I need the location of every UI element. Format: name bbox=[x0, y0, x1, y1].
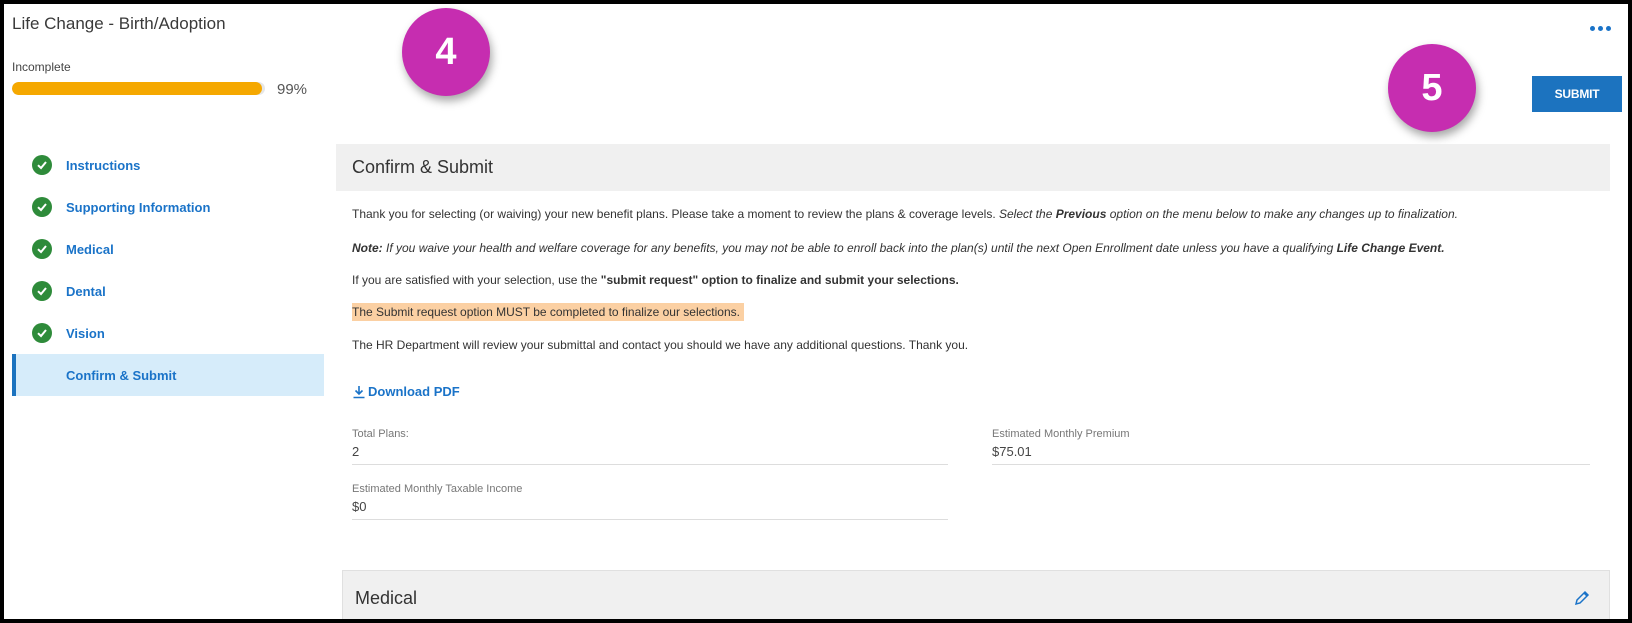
sidebar-item-supporting-information[interactable] bbox=[12, 186, 324, 228]
check-circle-icon bbox=[32, 281, 52, 301]
progress-bar-fill bbox=[12, 82, 262, 95]
hr-paragraph: The HR Department will review your submittal and contact you should we have any additional questions. Thank you. bbox=[352, 338, 969, 352]
sidebar-item-dental[interactable] bbox=[12, 270, 324, 312]
check-circle-icon bbox=[32, 323, 52, 343]
pencil-edit-icon[interactable] bbox=[1573, 589, 1591, 607]
note-label: Note: bbox=[352, 241, 383, 255]
page-title: Life Change - Birth/Adoption bbox=[12, 14, 226, 33]
highlighted-warning: The Submit request option MUST be completed to finalize our selections. bbox=[352, 303, 744, 321]
sidebar-item-label: Vision bbox=[66, 325, 105, 341]
total-plans-value: 2 bbox=[352, 444, 360, 459]
divider bbox=[992, 464, 1590, 465]
check-circle-icon bbox=[32, 239, 52, 259]
submit-instruction-paragraph bbox=[352, 273, 959, 287]
progress-percent: 99% bbox=[277, 81, 308, 98]
divider bbox=[352, 464, 948, 465]
submit-instruction-text: If you are satisfied with your selection, use the bbox=[352, 273, 601, 287]
taxable-income-value: $0 bbox=[352, 499, 367, 514]
medical-section-header[interactable] bbox=[342, 570, 1610, 623]
sidebar-item-label: Instructions bbox=[66, 157, 141, 173]
intro-paragraph bbox=[352, 207, 1458, 221]
sidebar-item-medical[interactable] bbox=[12, 228, 324, 270]
check-circle-icon bbox=[32, 197, 52, 217]
intro-italic-text: Select the bbox=[999, 207, 1056, 221]
sidebar-item-label: Medical bbox=[66, 241, 114, 257]
divider bbox=[352, 519, 948, 520]
note-bold-text: Life Change Event. bbox=[1336, 241, 1445, 255]
highlight-paragraph bbox=[352, 305, 744, 319]
sidebar-item-instructions[interactable] bbox=[12, 144, 324, 186]
download-pdf-link[interactable] bbox=[352, 384, 460, 399]
sidebar-item-label: Supporting Information bbox=[66, 199, 211, 215]
intro-italic-text-2: option on the menu below to make any changes up to finalization. bbox=[1106, 207, 1458, 221]
section-title: Confirm & Submit bbox=[336, 144, 1610, 191]
step-5-callout: 5 bbox=[1388, 44, 1476, 132]
download-pdf-label: Download PDF bbox=[368, 384, 460, 399]
progress-bar bbox=[12, 82, 265, 95]
step-4-callout: 4 bbox=[402, 8, 490, 96]
intro-bold-text: Previous bbox=[1055, 207, 1107, 221]
note-text: If you waive your health and welfare coverage for any benefits, you may not be able to enroll back into the plan(s) until the next Open Enrollment date unless you have a qualifying bbox=[382, 241, 1337, 255]
premium-value: $75.01 bbox=[992, 444, 1032, 459]
more-horizontal-icon[interactable] bbox=[1590, 20, 1614, 36]
total-plans-label: Total Plans: bbox=[352, 428, 409, 440]
taxable-income-label: Estimated Monthly Taxable Income bbox=[352, 483, 523, 495]
medical-section-title: Medical bbox=[355, 587, 418, 608]
main-content bbox=[336, 144, 1610, 608]
submit-button[interactable]: SUBMIT bbox=[1532, 76, 1622, 112]
sidebar-item-label: Dental bbox=[66, 283, 106, 299]
note-paragraph bbox=[352, 241, 1445, 255]
sidebar-item-confirm-submit[interactable] bbox=[12, 354, 324, 396]
sidebar-item-label: Confirm & Submit bbox=[66, 367, 177, 383]
status-label: Incomplete bbox=[12, 60, 71, 74]
sidebar-nav bbox=[12, 144, 324, 396]
submit-instruction-bold: "submit request" option to finalize and submit your selections. bbox=[600, 273, 959, 287]
premium-label: Estimated Monthly Premium bbox=[992, 428, 1130, 440]
intro-text: Thank you for selecting (or waiving) your new benefit plans. Please take a moment to review the plans & coverage levels. bbox=[352, 207, 999, 221]
download-icon bbox=[352, 385, 366, 399]
check-circle-icon bbox=[32, 155, 52, 175]
sidebar-item-vision[interactable] bbox=[12, 312, 324, 354]
